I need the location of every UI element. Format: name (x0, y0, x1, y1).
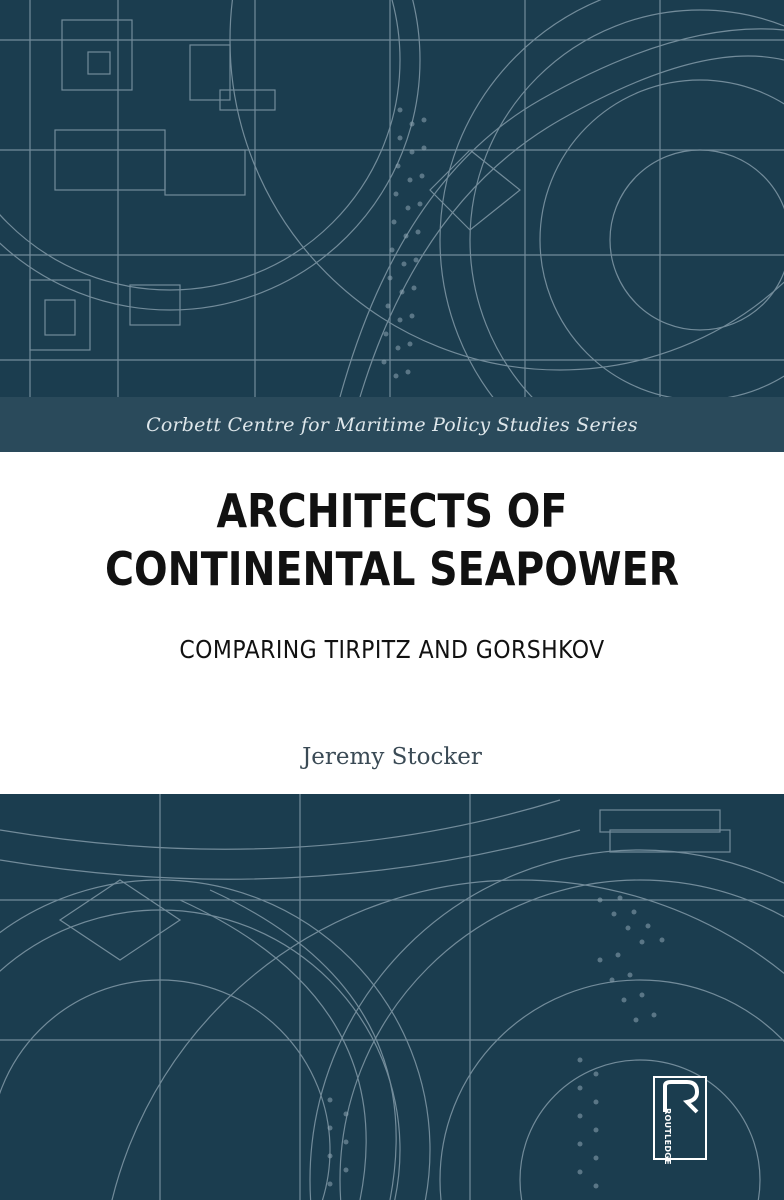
book-title (55, 482, 729, 598)
routledge-wordmark: ROUTLEDGE (662, 1107, 672, 1165)
book-subtitle: COMPARING TIRPITZ AND GORSHKOV (179, 635, 605, 664)
author-name: Jeremy Stocker (302, 744, 482, 770)
series-band (0, 397, 784, 452)
routledge-logo (653, 1076, 707, 1165)
series-name: Corbett Centre for Maritime Policy Studies Series (146, 413, 638, 436)
book-title-line-2: CONTINENTAL SEAPOWER (104, 542, 680, 596)
title-panel (0, 452, 784, 794)
book-title-line-1: ARCHITECTS OF (216, 484, 568, 538)
